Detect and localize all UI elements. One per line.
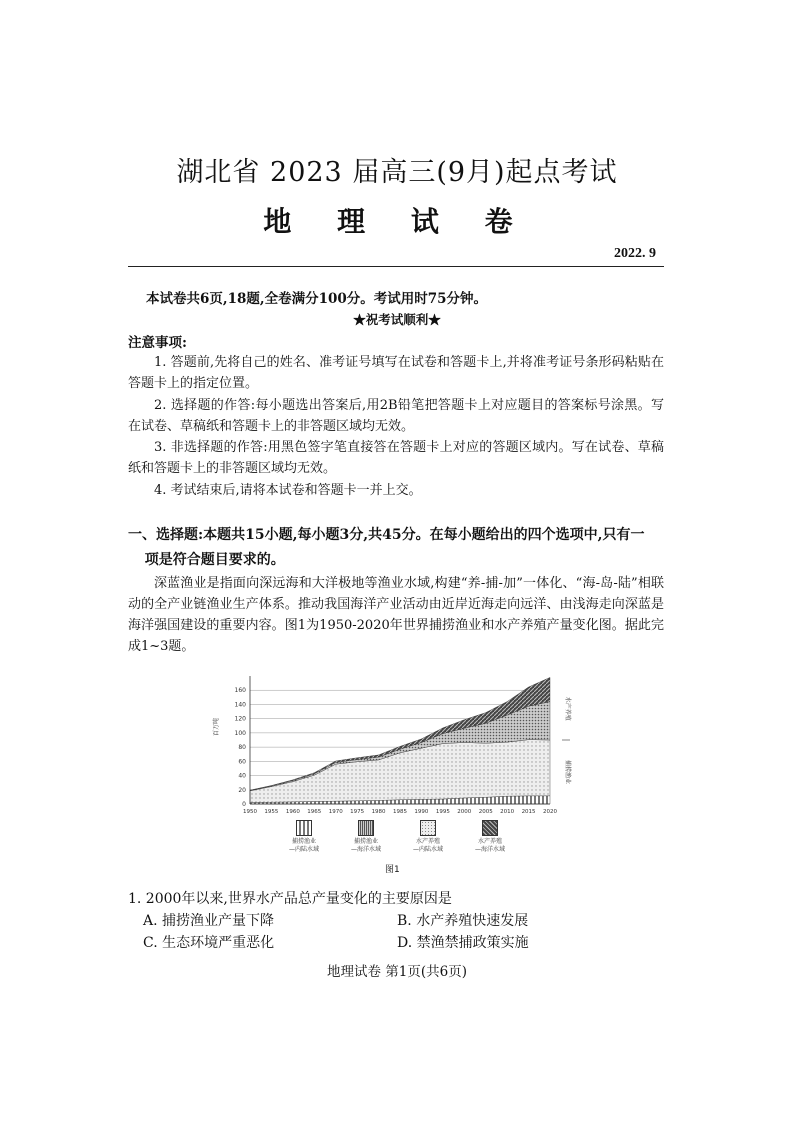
legend-item (275, 820, 333, 854)
x-tick-label: 2000 (457, 809, 472, 815)
exam-date: 2022. 9 (614, 246, 656, 261)
right-label: 水产养殖 (564, 696, 571, 721)
passage-text: 深蓝渔业是指面向深远海和大洋极地等渔业水域,构建“养-捕-加”一体化、“海-岛-陆”相联动的全产业链渔业生产体系。推动我国海洋产业活动由近岸近海走向远洋、由浅海走向深蓝是海洋强国建设的重要内容。图1为1950-2020年世界捕捞渔业和水产养殖产量变化图。据此完成1~3题。 (128, 576, 664, 654)
notice-item: 3. 非选择题的作答:用黑色签字笔直接答在答题卡上对应的答题区域内。写在试卷、草稿纸和答题卡上的非答题区域均无效。 (128, 440, 664, 476)
exam-title: 湖北省 2023 届高三(9月)起点考试 (176, 157, 618, 188)
section-heading (128, 523, 664, 573)
y-tick-label: 100 (234, 729, 246, 737)
x-tick-label: 1980 (371, 809, 386, 815)
good-luck-line: ★祝考试顺利★ (353, 312, 441, 327)
chart-y-axis-label: 百万吨 (213, 717, 220, 736)
chart-right-labels (562, 697, 572, 784)
x-tick-label: 2015 (521, 809, 536, 815)
x-tick-label: 2005 (478, 809, 493, 815)
legend-label-top: 捕捞渔业 (291, 838, 316, 845)
legend-label-bottom: —海洋水域 (474, 846, 505, 853)
exam-info: 本试卷共6页,18题,全卷满分100分。考试用时75分钟。 (146, 291, 488, 307)
y-tick-label: 80 (238, 744, 246, 752)
x-tick-label: 1965 (307, 809, 322, 815)
section-heading-line1: 一、选择题:本题共15小题,每小题3分,共45分。在每小题给出的四个选项中,只有一 (128, 527, 645, 543)
chart-x-ticks (243, 809, 557, 815)
legend-label-bottom: —内陆水域 (288, 846, 319, 853)
legend-swatch (482, 820, 498, 836)
legend-label-bottom: —海洋水域 (350, 846, 381, 853)
option-c: C. 生态环境严重恶化 (143, 935, 275, 951)
chart-y-ticks (235, 687, 247, 808)
subject-title: 地 理 试 卷 (263, 205, 531, 238)
page-footer: 地理试卷 第1页(共6页) (326, 964, 467, 980)
legend-label-top: 水产养殖 (477, 838, 502, 845)
y-tick-label: 0 (242, 801, 246, 808)
y-tick-label: 160 (234, 687, 246, 695)
x-tick-label: 2010 (500, 809, 515, 815)
x-tick-label: 1970 (328, 809, 343, 815)
notice-heading: 注意事项: (128, 335, 187, 351)
option-b: B. 水产养殖快速发展 (397, 913, 529, 929)
y-tick-label: 40 (238, 772, 246, 780)
x-tick-label: 1950 (243, 809, 257, 815)
chart-areas (250, 676, 550, 804)
option-a: A. 捕捞渔业产量下降 (143, 913, 275, 929)
chart-legend (275, 820, 535, 860)
x-tick-label: 1955 (264, 809, 279, 815)
legend-item (461, 820, 519, 854)
option-d: D. 禁渔禁捕政策实施 (397, 935, 529, 951)
legend-swatch (358, 820, 374, 836)
x-tick-label: 1975 (350, 809, 365, 815)
x-tick-label: 2020 (543, 809, 557, 815)
legend-swatch (296, 820, 312, 836)
right-label: 捕捞渔业 (564, 759, 571, 785)
x-tick-label: 1990 (414, 809, 429, 815)
legend-item (337, 820, 395, 854)
x-tick-label: 1985 (393, 809, 407, 815)
legend-label-top: 捕捞渔业 (353, 838, 378, 845)
x-tick-label: 1960 (285, 809, 300, 815)
y-tick-label: 120 (234, 715, 246, 723)
section-heading-line2: 项是符合题目要求的。 (144, 552, 285, 568)
header-rule (128, 266, 664, 267)
figure-caption: 图1 (385, 865, 400, 875)
notice-item: 2. 选择题的作答:每小题选出答案后,用2B铅笔把答题卡上对应题目的答案标号涂黑。写在试卷、草稿纸和答题卡上的非答题区域均无效。 (128, 398, 664, 434)
question-1-stem: 1. 2000年以来,世界水产品总产量变化的主要原因是 (128, 891, 452, 907)
legend-item (399, 820, 457, 854)
notice-item: 1. 答题前,先将自己的姓名、准考证号填写在试卷和答题卡上,并将准考证号条形码粘贴在答题卡上的指定位置。 (128, 355, 664, 391)
notice-item: 4. 考试结束后,请将本试卷和答题卡一并上交。 (154, 483, 422, 498)
y-tick-label: 140 (234, 701, 246, 709)
y-tick-label: 60 (238, 758, 246, 766)
legend-swatch (420, 820, 436, 836)
x-tick-label: 1995 (435, 809, 450, 815)
y-tick-label: 20 (238, 786, 246, 794)
legend-label-bottom: —内陆水域 (412, 846, 443, 853)
legend-label-top: 水产养殖 (415, 838, 440, 845)
